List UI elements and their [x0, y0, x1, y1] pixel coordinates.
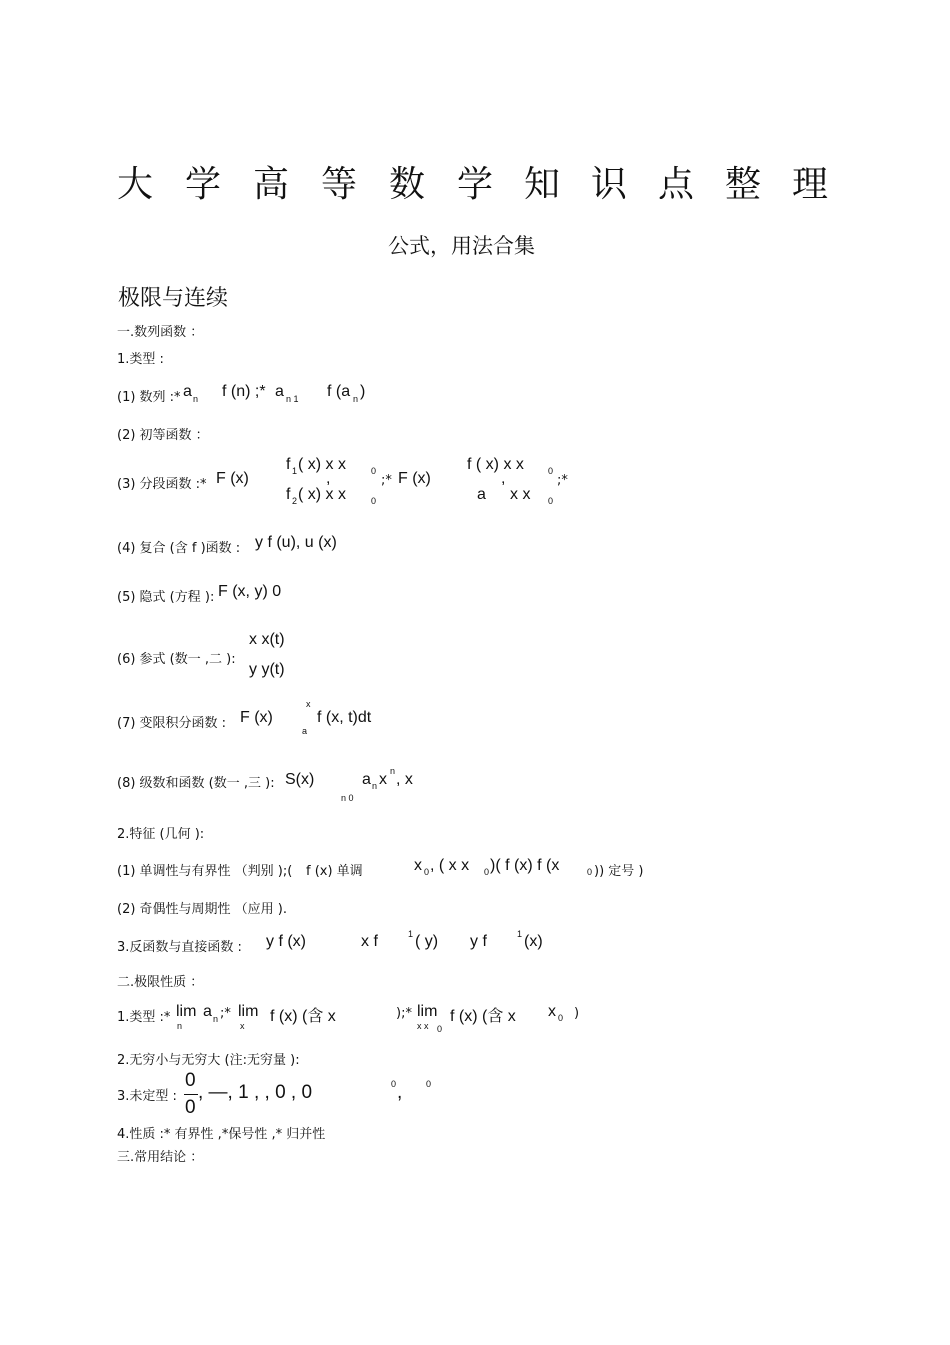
- superscript: n: [390, 766, 396, 776]
- formula: ( y): [415, 933, 439, 950]
- formula: ,: [326, 470, 331, 487]
- item-infinitesimal: 2.无穷小与无穷大 (注:无穷量 ):: [117, 1053, 300, 1068]
- formula: y f (x): [266, 933, 306, 950]
- subscript: n: [372, 781, 378, 791]
- subscript: 0: [371, 466, 377, 476]
- subscript: 0: [437, 1024, 443, 1034]
- formula: S(x): [285, 771, 315, 788]
- subscript: 2: [292, 496, 298, 506]
- formula: )( f (x) f (x: [490, 857, 560, 874]
- fraction-denominator: 0: [185, 1097, 196, 1118]
- subscript: n: [193, 394, 199, 404]
- item-1-label: (1) 数列 :*: [117, 390, 181, 405]
- formula: a: [203, 1003, 212, 1020]
- formula: ;*: [557, 473, 568, 488]
- superscript: 1: [408, 929, 414, 939]
- formula: f (x) 单调: [306, 864, 363, 879]
- title-char: 学: [457, 164, 494, 205]
- title-char: 数: [389, 164, 426, 205]
- item-indeterminate-label: 3.未定型 :: [117, 1089, 177, 1104]
- item-6-label: (6) 参式 (数一 ,二 ):: [117, 652, 236, 667]
- formula: f (x) (含 x: [270, 1008, 336, 1025]
- subscript: n: [177, 1021, 183, 1031]
- title-char: 知: [524, 164, 561, 205]
- fraction-numerator: 0: [185, 1070, 196, 1091]
- formula: , —, 1 , , 0 , 0: [198, 1082, 313, 1103]
- formula: ,: [501, 470, 506, 487]
- subtitle: 公式，用法合集: [388, 234, 535, 258]
- formula: ): [574, 1006, 580, 1021]
- formula: ( x) x x: [298, 456, 346, 473]
- formula: F (x): [240, 709, 273, 726]
- formula: ): [360, 383, 366, 400]
- title-char: 理: [792, 164, 829, 205]
- subscript: 0: [371, 496, 377, 506]
- superscript: 0: [426, 1079, 432, 1089]
- item-monotonic-label: (1) 单调性与有界性 （判别 );(: [117, 864, 293, 879]
- item-5-label: (5) 隐式 (方程 ):: [117, 590, 215, 605]
- superscript: x: [306, 699, 311, 709]
- heading-limit-properties: 二.极限性质 ：: [117, 975, 204, 990]
- formula: a: [275, 383, 284, 400]
- subscript: n: [213, 1014, 219, 1024]
- formula: x f: [361, 933, 378, 950]
- formula: y f (u), u (x): [255, 534, 337, 551]
- formula: f (n) ;*: [222, 383, 266, 400]
- subscript: 0: [548, 496, 554, 506]
- item-limit-types-label: 1.类型 :*: [117, 1010, 171, 1025]
- formula: lim: [417, 1003, 438, 1020]
- formula: ,: [397, 1082, 403, 1103]
- formula: x: [379, 771, 387, 788]
- item-2-label: (2) 初等函数 ：: [117, 428, 209, 443]
- title-char: 识: [591, 164, 628, 205]
- item-inverse-label: 3.反函数与直接函数 :: [117, 940, 242, 955]
- formula: f: [286, 456, 291, 473]
- title-char: 整: [725, 164, 762, 205]
- subscript: x x: [417, 1021, 429, 1031]
- item-features: 2.特征 (几何 ):: [117, 827, 205, 842]
- formula: f (x, t)dt: [317, 709, 372, 726]
- formula: , x: [396, 771, 413, 788]
- formula: f ( x) x x: [467, 456, 524, 473]
- title-char: 学: [185, 164, 222, 205]
- formula: f (x) (含 x: [450, 1008, 516, 1025]
- formula: f: [286, 486, 291, 503]
- title-char: 高: [253, 164, 290, 205]
- formula: x: [414, 857, 422, 874]
- formula: f (a: [327, 383, 351, 400]
- fraction-bar: [184, 1094, 198, 1095]
- subscript: n 1: [286, 394, 299, 404]
- formula: F (x): [398, 470, 431, 487]
- subscript: a: [302, 726, 308, 736]
- title-char: 点: [658, 164, 695, 205]
- subscript: 0: [484, 867, 490, 877]
- item-types: 1.类型 :: [117, 352, 164, 367]
- item-parity-period: (2) 奇偶性与周期性 （应用 ).: [117, 902, 288, 917]
- heading-common-conclusions: 三.常用结论 ：: [117, 1150, 204, 1165]
- formula: a: [362, 771, 371, 788]
- subscript: 1: [292, 466, 298, 476]
- formula: x x: [510, 486, 531, 503]
- formula: y y(t): [249, 661, 285, 678]
- item-8-label: (8) 级数和函数 (数一 ,三 ):: [117, 776, 275, 791]
- heading-sequence-function: 一.数列函数 ：: [117, 325, 204, 340]
- formula: a: [477, 486, 486, 503]
- item-properties: 4.性质 :* 有界性 ,*保号性 ,* 归并性: [117, 1127, 326, 1142]
- superscript: 0: [391, 1079, 397, 1089]
- formula: x x(t): [249, 631, 285, 648]
- section-heading: 极限与连续: [118, 286, 229, 311]
- formula: );*: [396, 1006, 412, 1021]
- superscript: 1: [517, 929, 523, 939]
- formula: ;*: [381, 473, 392, 488]
- formula: lim: [238, 1003, 259, 1020]
- subscript: 0: [587, 867, 593, 877]
- title-char: 大: [117, 164, 154, 205]
- formula: F (x, y) 0: [218, 583, 282, 600]
- item-4-label: (4) 复合 (含 f )函数 :: [117, 541, 241, 556]
- formula: a: [183, 383, 192, 400]
- subscript: 0: [558, 1013, 564, 1023]
- subscript: 0: [548, 466, 554, 476]
- formula: F (x): [216, 470, 249, 487]
- formula: (x): [524, 933, 543, 950]
- subscript: n 0: [341, 793, 354, 803]
- formula: ;*: [220, 1006, 231, 1021]
- subscript: 0: [424, 867, 430, 877]
- formula: ( x) x x: [298, 486, 346, 503]
- subscript: x: [240, 1021, 245, 1031]
- subscript: n: [353, 394, 359, 404]
- formula: y f: [470, 933, 487, 950]
- formula: lim: [176, 1003, 197, 1020]
- formula: )) 定号 ): [594, 864, 644, 879]
- item-3-label: (3) 分段函数 :*: [117, 477, 207, 492]
- item-7-label: (7) 变限积分函数 :: [117, 716, 227, 731]
- formula: , ( x x: [430, 857, 470, 874]
- formula: x: [548, 1003, 556, 1020]
- title-char: 等: [321, 164, 358, 205]
